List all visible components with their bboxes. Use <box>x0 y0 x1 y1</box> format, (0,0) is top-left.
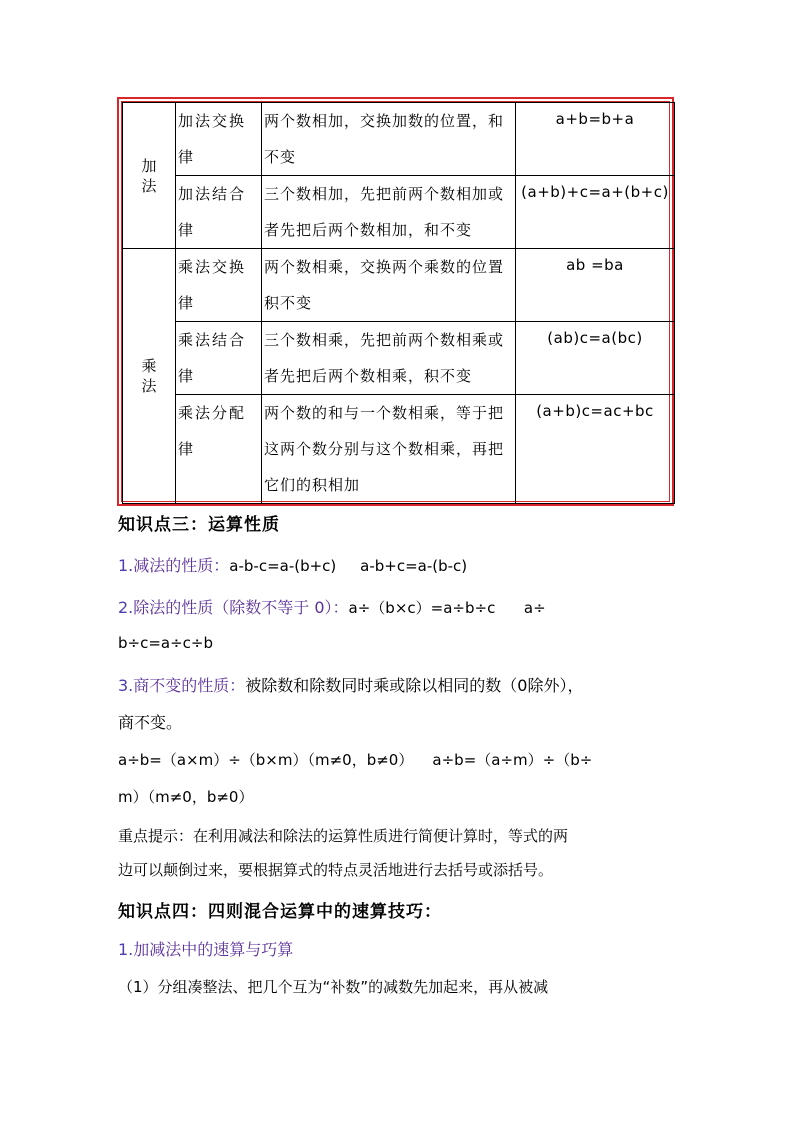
section4-heading: 知识点四：四则混合运算中的速算技巧： <box>118 902 442 922</box>
table-row <box>123 176 675 249</box>
section4-item1 <box>118 937 293 960</box>
law-description: 三个数相加，先把前两个数相加或者先把后两个数相加，和不变 <box>262 176 516 249</box>
subtraction-property <box>118 553 467 576</box>
law-name: 加法结合律 <box>176 176 262 249</box>
table-row <box>123 103 675 176</box>
item-formula: a-b-c=a-(b+c) a-b+c=a-(b-c) <box>229 557 468 575</box>
item-title: 商不变的性质： <box>133 676 246 695</box>
section3-heading: 知识点三：运算性质 <box>118 515 280 535</box>
law-formula: (a+b)c=ac+bc <box>516 395 675 504</box>
division-property-cont: b÷c=a÷c÷b <box>118 634 214 652</box>
category-multiplication: 乘法 <box>123 249 176 504</box>
category-addition: 加法 <box>123 103 176 249</box>
item-number: 1. <box>118 556 134 575</box>
law-name: 乘法结合律 <box>176 322 262 395</box>
tip-text-cont: 边可以颠倒过来，要根据算式的特点灵活地进行去括号或添括号。 <box>118 861 554 879</box>
tip-text: 重点提示：在利用减法和除法的运算性质进行简便计算时，等式的两 <box>118 827 569 845</box>
table-row <box>123 249 675 322</box>
arithmetic-laws-table <box>122 102 675 504</box>
quotient-formula: a÷b=（a×m）÷（b×m）（m≠0，b≠0） a÷b=（a÷m）÷（b÷ <box>118 751 593 769</box>
item-formula: a÷（b×c）=a÷b÷c a÷ <box>348 599 546 617</box>
law-description: 两个数的和与一个数相乘，等于把这两个数分别与这个数相乘，再把它们的积相加 <box>262 395 516 504</box>
quotient-formula-cont: m）（m≠0，b≠0） <box>118 788 254 806</box>
law-formula: (a+b)+c=a+(b+c) <box>516 176 675 249</box>
item-number: 3. <box>118 676 134 695</box>
law-description: 三个数相乘，先把前两个数相乘或者先把后两个数相乘，积不变 <box>262 322 516 395</box>
law-description: 两个数相加，交换加数的位置，和不变 <box>262 103 516 176</box>
law-table-frame <box>117 97 674 506</box>
law-formula: ab =ba <box>516 249 675 322</box>
law-name: 乘法交换律 <box>176 249 262 322</box>
item-title: 加减法中的速算与巧算 <box>133 940 294 959</box>
item-number: 2. <box>118 598 134 617</box>
law-description: 两个数相乘，交换两个乘数的位置积不变 <box>262 249 516 322</box>
law-name: 乘法分配律 <box>176 395 262 504</box>
law-name: 加法交换律 <box>176 103 262 176</box>
law-formula: a+b=b+a <box>516 103 675 176</box>
table-row <box>123 395 675 504</box>
item-title: 除法的性质（除数不等于 0）： <box>133 598 349 617</box>
item-text: 被除数和除数同时乘或除以相同的数（0除外）， <box>245 676 584 695</box>
section4-sub1: （1）分组凑整法、把几个互为“补数”的减数先加起来，再从被减 <box>118 978 549 996</box>
division-property <box>118 595 546 618</box>
table-row <box>123 322 675 395</box>
quotient-property <box>118 673 583 696</box>
item-number: 1. <box>118 940 134 959</box>
quotient-property-cont: 商不变。 <box>118 713 183 732</box>
item-title: 减法的性质： <box>133 556 230 575</box>
law-formula: (ab)c=a(bc) <box>516 322 675 395</box>
